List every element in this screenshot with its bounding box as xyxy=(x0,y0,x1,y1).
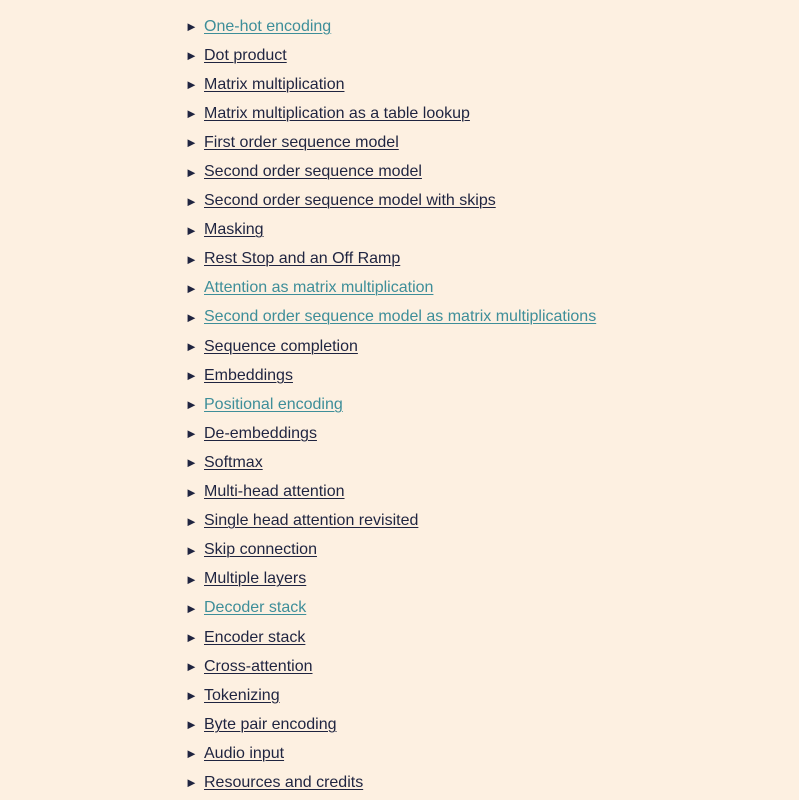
triangle-right-icon[interactable]: ► xyxy=(185,542,198,558)
triangle-right-icon[interactable]: ► xyxy=(185,426,198,442)
toc-link[interactable]: Second order sequence model as matrix multiplications xyxy=(204,308,597,326)
triangle-right-icon[interactable]: ► xyxy=(185,193,198,209)
toc-link[interactable]: Decoder stack xyxy=(204,599,307,617)
toc-item xyxy=(185,768,596,797)
toc-link[interactable]: Embeddings xyxy=(204,366,293,384)
toc-link[interactable]: Second order sequence model xyxy=(204,163,422,181)
toc-link[interactable]: Softmax xyxy=(204,453,263,471)
toc-item xyxy=(185,652,596,681)
triangle-right-icon[interactable]: ► xyxy=(185,368,198,384)
toc-item xyxy=(185,99,596,128)
toc-link[interactable]: Dot product xyxy=(204,46,287,64)
toc-link[interactable]: Second order sequence model with skips xyxy=(204,192,496,210)
triangle-right-icon[interactable]: ► xyxy=(185,48,198,64)
toc-item xyxy=(185,128,596,157)
toc-link[interactable]: Audio input xyxy=(204,744,285,762)
toc-item xyxy=(185,12,596,41)
toc-item xyxy=(185,419,596,448)
toc-item xyxy=(185,478,596,507)
toc-link[interactable]: Attention as matrix multiplication xyxy=(204,279,434,297)
triangle-right-icon[interactable]: ► xyxy=(185,513,198,529)
toc-link[interactable]: Skip connection xyxy=(204,541,317,559)
triangle-right-icon[interactable]: ► xyxy=(185,397,198,413)
toc-link[interactable]: Multi-head attention xyxy=(204,483,345,501)
triangle-right-icon[interactable]: ► xyxy=(185,19,198,35)
triangle-right-icon[interactable]: ► xyxy=(185,775,198,791)
toc-link[interactable]: First order sequence model xyxy=(204,133,399,151)
triangle-right-icon[interactable]: ► xyxy=(185,630,198,646)
triangle-right-icon[interactable]: ► xyxy=(185,717,198,733)
toc-link[interactable]: Cross-attention xyxy=(204,657,313,675)
triangle-right-icon[interactable]: ► xyxy=(185,484,198,500)
toc-item xyxy=(185,245,596,274)
toc-link[interactable]: Sequence completion xyxy=(204,337,358,355)
toc-link[interactable]: Rest Stop and an Off Ramp xyxy=(204,250,401,268)
toc-item xyxy=(185,448,596,477)
toc-link[interactable]: Positional encoding xyxy=(204,395,343,413)
toc-link[interactable]: Masking xyxy=(204,221,264,239)
toc-link[interactable]: Multiple layers xyxy=(204,570,307,588)
toc-item xyxy=(185,41,596,70)
toc-item xyxy=(185,303,596,332)
triangle-right-icon[interactable]: ► xyxy=(185,309,198,325)
triangle-right-icon[interactable]: ► xyxy=(185,77,198,93)
triangle-right-icon[interactable]: ► xyxy=(185,222,198,238)
toc-link[interactable]: Tokenizing xyxy=(204,686,280,704)
toc-item xyxy=(185,507,596,536)
triangle-right-icon[interactable]: ► xyxy=(185,106,198,122)
toc-link[interactable]: Matrix multiplication as a table lookup xyxy=(204,104,470,122)
toc-item xyxy=(185,187,596,216)
triangle-right-icon[interactable]: ► xyxy=(185,251,198,267)
toc-item xyxy=(185,70,596,99)
triangle-right-icon[interactable]: ► xyxy=(185,571,198,587)
triangle-right-icon[interactable]: ► xyxy=(185,455,198,471)
table-of-contents xyxy=(185,12,596,798)
toc-link[interactable]: Encoder stack xyxy=(204,628,306,646)
toc-link[interactable]: Matrix multiplication xyxy=(204,75,345,93)
toc-item xyxy=(185,623,596,652)
toc-link[interactable]: Resources and credits xyxy=(204,773,364,791)
toc-item xyxy=(185,332,596,361)
triangle-right-icon[interactable]: ► xyxy=(185,164,198,180)
triangle-right-icon[interactable]: ► xyxy=(185,688,198,704)
toc-item xyxy=(185,594,596,623)
triangle-right-icon[interactable]: ► xyxy=(185,659,198,675)
triangle-right-icon[interactable]: ► xyxy=(185,135,198,151)
toc-item xyxy=(185,274,596,303)
toc-item xyxy=(185,739,596,768)
toc-item xyxy=(185,157,596,186)
toc-link[interactable]: One-hot encoding xyxy=(204,17,332,35)
toc-link[interactable]: De-embeddings xyxy=(204,424,317,442)
toc-item xyxy=(185,361,596,390)
triangle-right-icon[interactable]: ► xyxy=(185,600,198,616)
toc-item xyxy=(185,390,596,419)
triangle-right-icon[interactable]: ► xyxy=(185,280,198,296)
toc-item xyxy=(185,565,596,594)
toc-link[interactable]: Single head attention revisited xyxy=(204,512,419,530)
toc-item xyxy=(185,216,596,245)
toc-item xyxy=(185,710,596,739)
triangle-right-icon[interactable]: ► xyxy=(185,339,198,355)
triangle-right-icon[interactable]: ► xyxy=(185,746,198,762)
toc-item xyxy=(185,681,596,710)
toc-item xyxy=(185,536,596,565)
toc-link[interactable]: Byte pair encoding xyxy=(204,715,337,733)
